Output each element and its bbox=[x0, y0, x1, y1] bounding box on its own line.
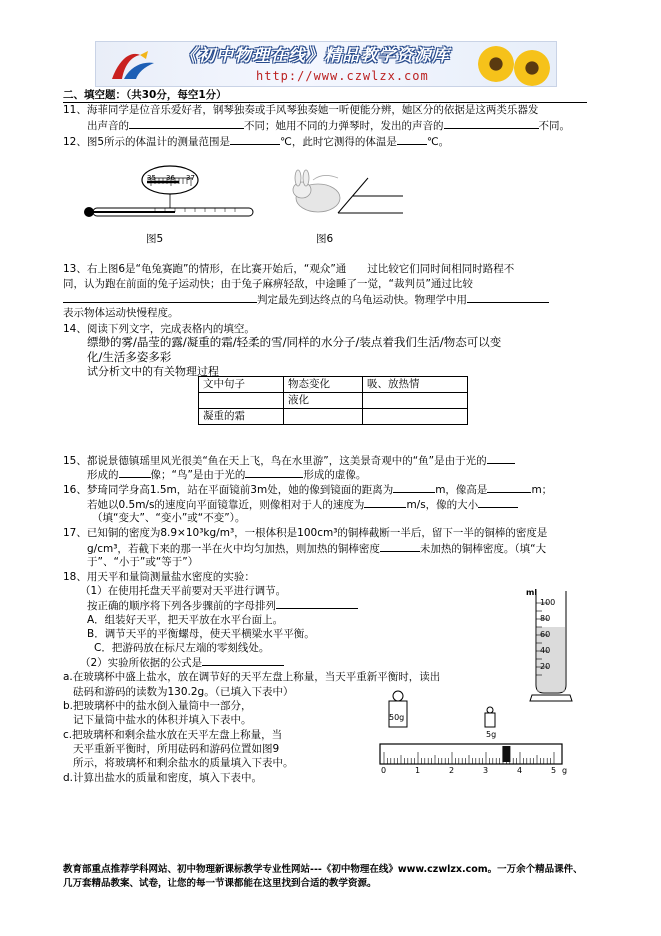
q16-blank-3[interactable] bbox=[364, 497, 406, 508]
thermo-tick-label: 37 bbox=[186, 174, 195, 182]
cylinder-tick-label: 40 bbox=[540, 646, 551, 655]
table-cell[interactable] bbox=[363, 409, 468, 425]
q14-line1: 14、阅读下列文字，完成表格内的填空。 bbox=[63, 323, 255, 335]
q15-text-b: 像；“鸟”是由于光的 bbox=[150, 469, 246, 481]
ruler-tick-label: 5 bbox=[551, 766, 557, 775]
q18-line13: 天平重新平衡时，所用砝码和游码位置如图9 bbox=[73, 743, 280, 755]
site-logo-icon bbox=[110, 49, 156, 81]
q15-text-c: 形成的虚像。 bbox=[303, 469, 367, 481]
rider-scale-ruler bbox=[378, 740, 564, 780]
q18-line6: C．把游码放在标尺左端的零刻线处。 bbox=[94, 642, 270, 654]
q12-text-b: ℃，此时它测得的体温是 bbox=[280, 136, 397, 148]
q13-text-c: 判定最先到达终点的乌龟运动快。物理学中用 bbox=[257, 294, 467, 306]
sunflower-icon bbox=[514, 50, 550, 86]
q16-blank-4[interactable] bbox=[478, 497, 518, 508]
q16-blank-1[interactable] bbox=[393, 482, 435, 493]
sunflower-icon bbox=[478, 46, 514, 82]
q18-line10: b.把玻璃杯中的盐水倒入量筒中一部分， bbox=[63, 700, 252, 712]
q16-text-e: m/s，像的大小 bbox=[406, 499, 479, 511]
q14-line4: 试分析文中的有关物理过程 bbox=[87, 365, 219, 378]
page-footer bbox=[63, 863, 603, 891]
q18-blank-formula[interactable] bbox=[202, 655, 284, 666]
q15-blank-2[interactable] bbox=[119, 467, 151, 478]
table-cell[interactable] bbox=[199, 393, 284, 409]
q18-text-formula: （2）实验所依据的公式是 bbox=[80, 657, 203, 669]
q11-blank-2[interactable] bbox=[444, 118, 539, 129]
q12-line bbox=[63, 134, 449, 149]
table-cell: 凝重的霜 bbox=[199, 409, 284, 425]
table-cell[interactable] bbox=[363, 393, 468, 409]
q15-text-a: 形成的 bbox=[87, 469, 119, 481]
q17-line1: 17、已知铜的密度为8.9×10³kg/m³，一根体积是100cm³的铜棒截断一半后，留下一半的铜棒的密度是 bbox=[63, 527, 548, 539]
table-row bbox=[199, 409, 468, 425]
ruler-tick-label: 3 bbox=[483, 766, 489, 775]
q17-text-a: g/cm³，若截下来的那一半在火中均匀加热，则加热的铜棒密度 bbox=[87, 543, 380, 555]
q12-text-c: ℃。 bbox=[426, 136, 450, 148]
thermo-tick-label: 35 bbox=[147, 174, 156, 182]
header-banner bbox=[95, 41, 557, 87]
q13-line1: 13、右上图6是“龟兔赛跑”的情形，在比赛开始后，“观众”通 过比较它们同时间相同时路程不 bbox=[63, 263, 515, 275]
rider-marker[interactable] bbox=[502, 746, 510, 762]
cylinder-tick-label: 20 bbox=[540, 662, 551, 671]
q18-line4: A．组装好天平，把天平放在水平台面上。 bbox=[87, 614, 284, 626]
q11-line2 bbox=[87, 118, 570, 133]
figure-5-label: 图5 bbox=[146, 233, 164, 245]
q11-text-a: 出声音的 bbox=[87, 120, 129, 132]
q12-blank-2[interactable] bbox=[397, 134, 427, 145]
q16-text-b: m，像高是 bbox=[435, 484, 488, 496]
q17-blank-1[interactable] bbox=[380, 541, 420, 552]
q18-blank-order[interactable] bbox=[276, 598, 358, 609]
q15-text-1: 15、都说景德镇瑶里风光很美“鱼在天上飞，鸟在水里游”，这美景奇观中的“鱼”是由于光的 bbox=[63, 455, 487, 467]
cylinder-tick-label: 100 bbox=[540, 598, 556, 607]
weight-50g-label: 50g bbox=[389, 713, 405, 722]
q18-line7 bbox=[80, 655, 284, 670]
q13-line2: 同，认为跑在前面的兔子运动快；由于兔子麻痹轻敌，中途睡了一觉，“裁判员”通过比较 bbox=[63, 278, 473, 290]
q13-blank-1[interactable] bbox=[63, 292, 257, 303]
table-cell: 液化 bbox=[284, 393, 363, 409]
q12-text-a: 12、图5所示的体温计的测量范围是 bbox=[63, 136, 231, 148]
rabbit-race-figure bbox=[278, 168, 408, 223]
q17-line2 bbox=[87, 541, 546, 556]
q18-line14: 所示，将玻璃杯和剩余盐水的质量填入下表中。 bbox=[73, 757, 294, 769]
q18-line5: B．调节天平的平衡螺母，使天平横梁水平平衡。 bbox=[87, 628, 315, 640]
q14-line2: 缥缈的雾/晶莹的露/凝重的霜/轻柔的雪/同样的水分子/装点着我们生活/物态可以变 bbox=[87, 335, 502, 349]
ruler-tick-label: 1 bbox=[415, 766, 421, 775]
ruler-tick-label: 2 bbox=[449, 766, 455, 775]
q11-line1: 11、海菲同学是位音乐爱好者，钢琴独奏或手风琴独奏她一听便能分辨，她区分的依据是这两类乐器发 bbox=[63, 104, 539, 116]
q18-text-order: 按正确的顺序将下列各步骤前的字母排列 bbox=[87, 600, 276, 612]
q16-line2 bbox=[87, 497, 518, 512]
banner-title: 《初中物理在线》精品教学资源库 bbox=[180, 46, 450, 66]
phase-change-table bbox=[198, 376, 468, 425]
cylinder-tick-label: 80 bbox=[540, 614, 551, 623]
thermometer-figure bbox=[75, 158, 260, 226]
q16-line1 bbox=[63, 482, 552, 497]
footer-line2: 几万套精品教案、试卷，让您的每一节课都能在这里找到合适的教学资源。 bbox=[63, 877, 377, 889]
q18-line3 bbox=[87, 598, 358, 613]
q18-line11: 记下量筒中盐水的体积并填入下表中。 bbox=[73, 714, 252, 726]
q11-blank-1[interactable] bbox=[129, 118, 244, 129]
weight-5g-icon bbox=[482, 706, 498, 732]
q16-text-c: m； bbox=[531, 484, 553, 496]
q14-line3: 化/生活多姿多彩 bbox=[87, 350, 172, 364]
q18-line9: 砝码和游码的读数为130.2g。（已填入下表中） bbox=[73, 686, 294, 698]
q18-line15: d.计算出盐水的质量和密度，填入下表中。 bbox=[63, 772, 263, 784]
table-cell[interactable] bbox=[284, 409, 363, 425]
q11-text-c: 不同。 bbox=[538, 120, 570, 132]
weight-50g-icon bbox=[386, 690, 410, 730]
q13-line4: 表示物体运动快慢程度。 bbox=[63, 307, 179, 319]
footer-line1: 教育部重点推荐学科网站、初中物理新课标教学专业性网站---《初中物理在线》www.czwlzx.com。一万余个精品课件、 bbox=[63, 864, 583, 875]
q13-line3 bbox=[63, 292, 549, 307]
q16-blank-2[interactable] bbox=[487, 482, 531, 493]
ruler-tick-label: 4 bbox=[517, 766, 523, 775]
banner-url[interactable]: http://www.czwlzx.com bbox=[256, 69, 429, 83]
ruler-unit-label: g bbox=[562, 766, 568, 775]
figure-6-label: 图6 bbox=[316, 233, 334, 245]
q17-text-b: 未加热的铜棒密度。（填“大 bbox=[419, 543, 547, 555]
table-header-cell: 吸、放热情 bbox=[363, 377, 468, 393]
table-header-cell: 物态变化 bbox=[284, 377, 363, 393]
q18-line12: c.把玻璃杯和剩余盐水放在天平左盘上称量，当 bbox=[63, 729, 283, 741]
q18-line2: （1）在使用托盘天平前要对天平进行调节。 bbox=[80, 585, 287, 597]
q17-line3: 于”、“小于”或“等于”） bbox=[87, 556, 199, 568]
section-heading: 二、填空题：（共30分，每空1分） bbox=[63, 89, 227, 101]
q16-line3: （填“变大”、“变小”或“不变”）。 bbox=[92, 512, 246, 524]
q16-text-d: 若她以0.5m/s的速度向平面镜靠近，则像相对于人的速度为 bbox=[87, 499, 365, 511]
q11-text-b: 不同；她用不同的力弹琴时，发出的声音的 bbox=[244, 120, 444, 132]
q15-blank-1[interactable] bbox=[487, 453, 515, 464]
table-header-row bbox=[199, 377, 468, 393]
q18-line1: 18、用天平和量筒测量盐水密度的实验： bbox=[63, 571, 255, 583]
thermo-tick-label: 36 bbox=[166, 174, 175, 182]
table-row bbox=[199, 393, 468, 409]
q12-blank-1[interactable] bbox=[230, 134, 280, 145]
q15-blank-3[interactable] bbox=[245, 467, 303, 478]
weight-5g-label: 5g bbox=[486, 730, 497, 739]
q15-line1 bbox=[63, 453, 515, 468]
q18-line8: a.在玻璃杯中盛上盐水，放在调节好的天平左盘上称量，当天平重新平衡时，读出 bbox=[63, 671, 441, 683]
q13-blank-2[interactable] bbox=[467, 292, 549, 303]
q15-line2 bbox=[87, 467, 366, 482]
table-header-cell: 文中句子 bbox=[199, 377, 284, 393]
cylinder-unit: ml bbox=[526, 588, 538, 597]
q16-text-a: 16、梦琦同学身高1.5m，站在平面镜前3m处，她的像到镜面的距离为 bbox=[63, 484, 394, 496]
cylinder-tick-label: 60 bbox=[540, 630, 551, 639]
ruler-tick-label: 0 bbox=[381, 766, 387, 775]
